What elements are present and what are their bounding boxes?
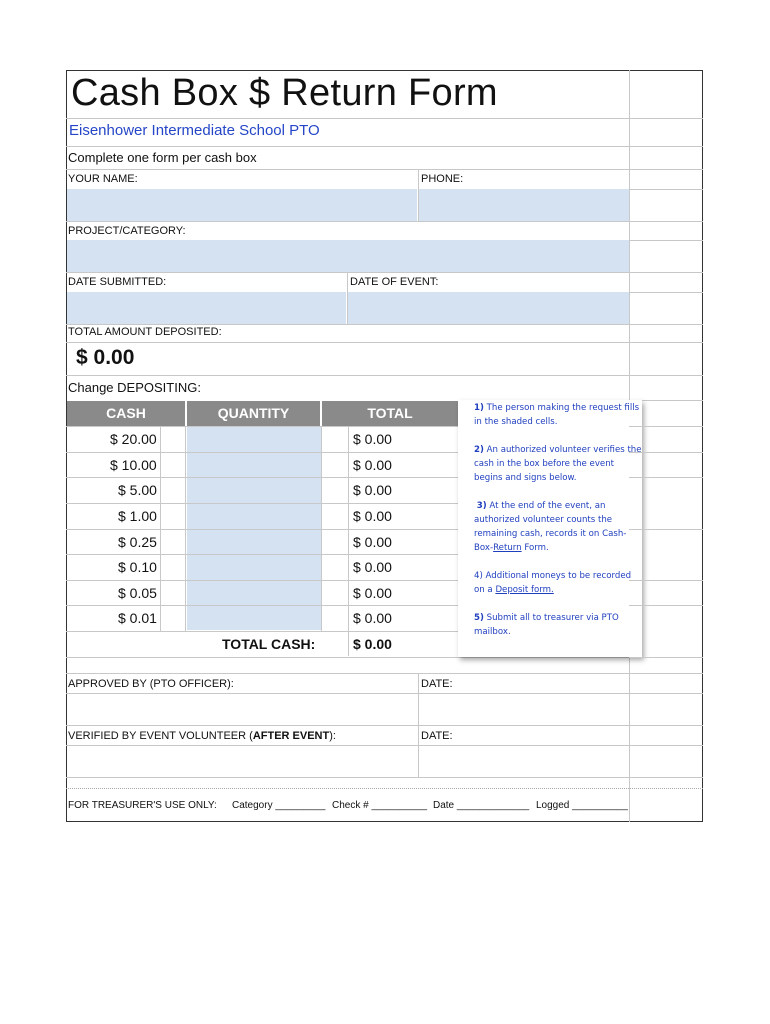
verified-date-label: DATE: — [421, 730, 453, 742]
approved-date-field[interactable] — [419, 694, 629, 724]
divider — [629, 605, 703, 606]
dotted-divider — [66, 788, 703, 789]
note-1: 1) The person making the request fills in the shaded cells. — [474, 403, 640, 427]
table-row-divider — [66, 477, 458, 478]
divider — [66, 657, 629, 658]
date-of-event-field[interactable] — [348, 292, 629, 324]
phone-label: PHONE: — [421, 173, 464, 185]
table-row-divider — [66, 452, 458, 453]
table-row-divider — [66, 631, 458, 632]
total-column-header: TOTAL — [322, 401, 458, 426]
divider — [66, 725, 703, 726]
row-total: $ 0.00 — [353, 585, 392, 601]
divider — [66, 221, 703, 222]
date-submitted-field[interactable] — [67, 292, 346, 324]
table-row-divider — [66, 580, 458, 581]
note-3: 3) At the end of the event, an authorized volunteer counts the remaining cash, records it on Cash-Box-Return Form. — [474, 501, 627, 553]
denomination-20: $ 20.00 — [110, 431, 157, 447]
note-4: 4) Additional moneys to be recorded on a Deposit form. — [474, 571, 632, 595]
total-deposited-value: $ 0.00 — [76, 346, 135, 369]
denomination-001: $ 0.01 — [118, 610, 157, 626]
cash-column-header: CASH — [67, 401, 185, 426]
denomination-10: $ 10.00 — [110, 457, 157, 473]
divider — [348, 426, 349, 656]
denomination-1: $ 1.00 — [118, 508, 157, 524]
deposit-form-link[interactable]: Deposit form. — [495, 585, 554, 595]
verified-date-field[interactable] — [419, 746, 629, 776]
logged-field[interactable]: Logged __________ — [536, 800, 628, 811]
denomination-5: $ 5.00 — [118, 482, 157, 498]
row-total: $ 0.00 — [353, 482, 392, 498]
approved-by-field[interactable] — [67, 694, 418, 724]
school-subtitle: Eisenhower Intermediate School PTO — [69, 122, 320, 139]
total-cash-value: $ 0.00 — [353, 636, 392, 652]
divider — [66, 375, 703, 376]
approved-date-label: DATE: — [421, 678, 453, 690]
check-number-field[interactable]: Check # __________ — [332, 800, 428, 811]
treasurer-label: FOR TREASURER'S USE ONLY: — [68, 800, 217, 811]
quantity-column-header: QUANTITY — [187, 401, 320, 426]
date-submitted-label: DATE SUBMITTED: — [68, 276, 167, 288]
denomination-010: $ 0.10 — [118, 559, 157, 575]
category-field[interactable]: Category _________ — [232, 800, 326, 811]
instruction-text: Complete one form per cash box — [68, 150, 257, 165]
row-total: $ 0.00 — [353, 508, 392, 524]
total-cash-label: TOTAL CASH: — [222, 636, 316, 652]
phone-field[interactable] — [419, 189, 629, 221]
row-total: $ 0.00 — [353, 457, 392, 473]
verified-by-label: VERIFIED BY EVENT VOLUNTEER (AFTER EVENT): — [68, 730, 336, 742]
verified-by-field[interactable] — [67, 746, 418, 776]
divider — [629, 426, 703, 427]
table-row-divider — [66, 605, 458, 606]
table-row-divider — [66, 554, 458, 555]
your-name-label: YOUR NAME: — [68, 173, 138, 185]
project-category-label: PROJECT/CATEGORY: — [68, 225, 186, 237]
divider — [629, 292, 703, 293]
divider — [66, 673, 703, 674]
divider — [629, 477, 703, 478]
divider — [66, 342, 703, 343]
divider — [629, 240, 703, 241]
table-row-divider — [66, 503, 458, 504]
page-title: Cash Box $ Return Form — [71, 72, 498, 114]
divider — [66, 324, 703, 325]
divider — [66, 426, 458, 427]
total-deposited-label: TOTAL AMOUNT DEPOSITED: — [68, 326, 222, 338]
divider — [629, 452, 703, 453]
divider — [66, 118, 703, 119]
divider — [66, 169, 703, 170]
note-2: 2) An authorized volunteer verifies the cash in the box before the event begins and signs below. — [474, 445, 642, 483]
divider — [629, 189, 703, 190]
table-row-divider — [66, 529, 458, 530]
change-depositing-label: Change DEPOSITING: — [68, 380, 201, 395]
denomination-025: $ 0.25 — [118, 534, 157, 550]
row-total: $ 0.00 — [353, 559, 392, 575]
divider — [66, 272, 703, 273]
divider — [629, 657, 703, 658]
denomination-005: $ 0.05 — [118, 585, 157, 601]
divider — [629, 529, 703, 530]
row-total: $ 0.00 — [353, 610, 392, 626]
treasurer-date-field[interactable]: Date _____________ — [433, 800, 530, 811]
date-of-event-label: DATE OF EVENT: — [350, 276, 439, 288]
your-name-field[interactable] — [67, 189, 417, 221]
row-total: $ 0.00 — [353, 534, 392, 550]
approved-by-label: APPROVED BY (PTO OFFICER): — [68, 678, 234, 690]
note-5: 5) Submit all to treasurer via PTO mailbox. — [474, 613, 619, 637]
project-category-field[interactable] — [67, 240, 629, 272]
row-total: $ 0.00 — [353, 431, 392, 447]
divider — [66, 146, 703, 147]
divider — [66, 777, 703, 778]
divider — [629, 580, 703, 581]
